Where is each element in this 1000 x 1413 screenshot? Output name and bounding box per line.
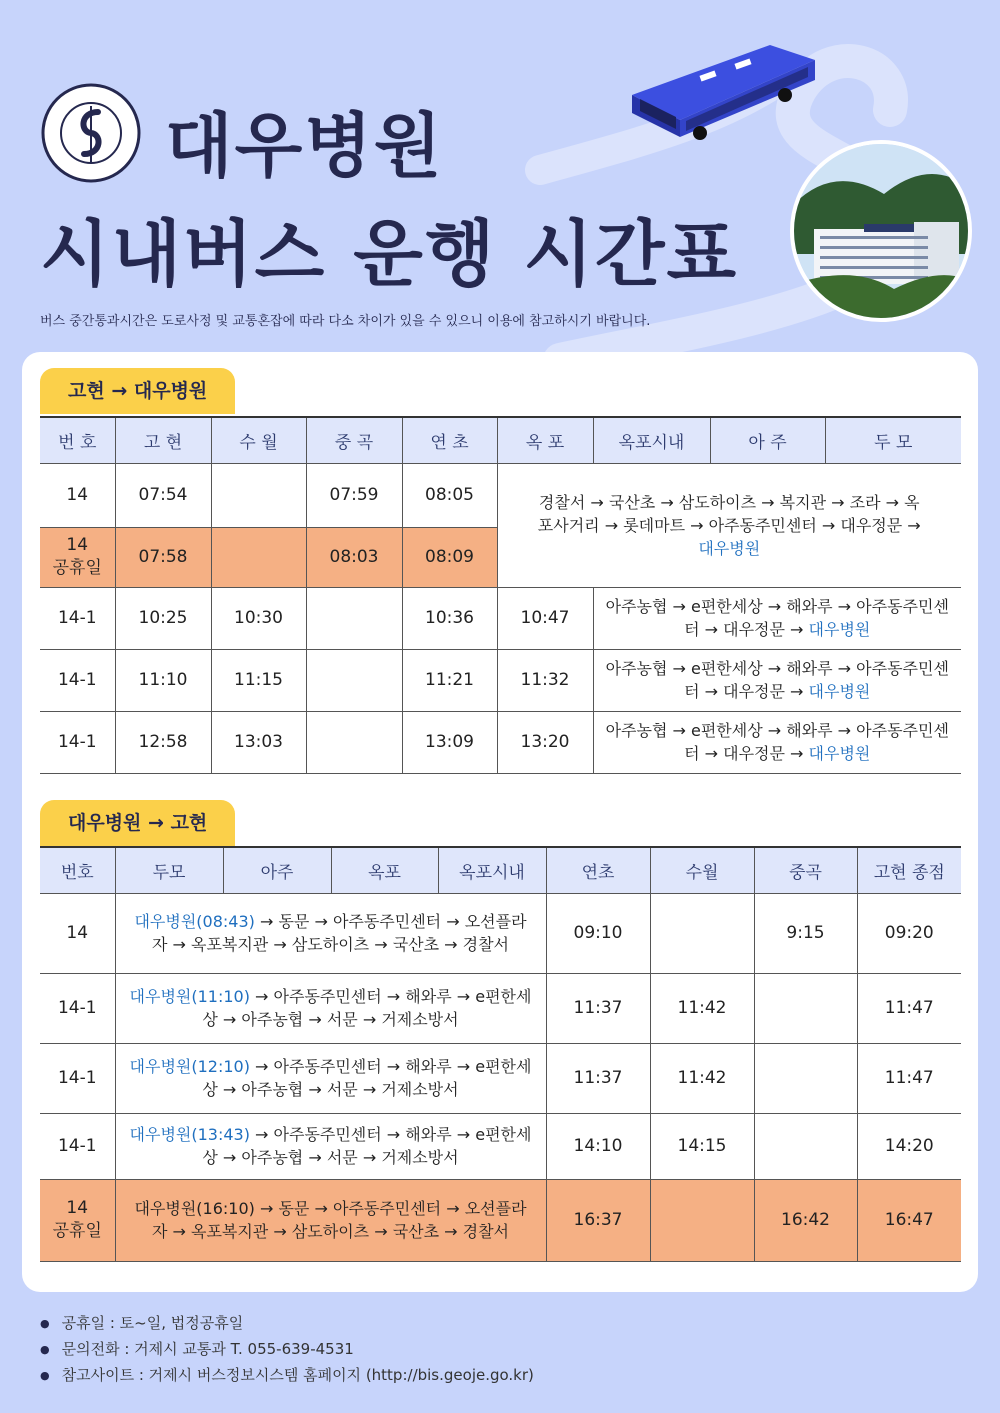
time-cell: 11:32 bbox=[497, 649, 593, 711]
time-cell bbox=[306, 587, 402, 649]
time-cell: 12:58 bbox=[115, 711, 211, 773]
route-number: 14-1 bbox=[40, 587, 115, 649]
time-cell bbox=[754, 973, 857, 1043]
route-start: 대우병원(12:10) bbox=[129, 1057, 250, 1076]
time-cell: 10:36 bbox=[402, 587, 497, 649]
section-tab-to-hospital: 고현 → 대우병원 bbox=[40, 368, 235, 414]
time-cell: 07:58 bbox=[115, 527, 211, 587]
header-cell: 고현 종점 bbox=[857, 847, 961, 893]
header-cell: 아주 bbox=[223, 847, 331, 893]
header-cell: 두모 bbox=[115, 847, 223, 893]
route-destination: 대우병원 bbox=[808, 682, 871, 701]
time-cell: 9:15 bbox=[754, 893, 857, 973]
route-description: 대우병원(16:10) → 동문 → 아주동주민센터 → 오션플라자 → 옥포복지관 → 삼도하이츠 → 국산초 → 경찰서 bbox=[115, 1179, 546, 1261]
time-cell bbox=[754, 1113, 857, 1179]
header-cell: 중곡 bbox=[754, 847, 857, 893]
time-cell bbox=[211, 527, 306, 587]
time-cell: 11:37 bbox=[546, 973, 650, 1043]
time-cell: 11:21 bbox=[402, 649, 497, 711]
time-cell: 11:37 bbox=[546, 1043, 650, 1113]
page-title-timetable: 시내버스 운행 시간표 bbox=[40, 212, 739, 296]
time-cell: 07:54 bbox=[115, 463, 211, 527]
header-cell: 아 주 bbox=[710, 417, 825, 463]
time-cell: 11:47 bbox=[857, 973, 961, 1043]
route-description bbox=[115, 1043, 546, 1113]
time-cell: 09:20 bbox=[857, 893, 961, 973]
route-description bbox=[115, 893, 546, 973]
time-cell: 11:42 bbox=[650, 1043, 754, 1113]
table-row bbox=[40, 973, 961, 1043]
route-destination: 대우병원 bbox=[808, 620, 871, 639]
route-description bbox=[115, 1113, 546, 1179]
time-cell bbox=[650, 1179, 754, 1261]
header-cell: 옥 포 bbox=[497, 417, 593, 463]
hospital-logo-icon bbox=[40, 82, 142, 184]
header-cell: 고 현 bbox=[115, 417, 211, 463]
route-description bbox=[593, 649, 961, 711]
header-cell: 옥포시내 bbox=[593, 417, 710, 463]
time-cell bbox=[650, 893, 754, 973]
header-cell: 옥포 bbox=[331, 847, 438, 893]
header-cell: 연 초 bbox=[402, 417, 497, 463]
time-cell: 09:10 bbox=[546, 893, 650, 973]
time-cell: 08:05 bbox=[402, 463, 497, 527]
route-description bbox=[497, 463, 961, 587]
header-cell: 수 월 bbox=[211, 417, 306, 463]
time-cell: 11:42 bbox=[650, 973, 754, 1043]
time-cell: 11:10 bbox=[115, 649, 211, 711]
page-title-hospital: 대우병원 bbox=[165, 105, 444, 187]
bus-icon bbox=[620, 25, 820, 145]
table-row bbox=[40, 893, 961, 973]
time-cell: 08:03 bbox=[306, 527, 402, 587]
route-text: 아주농협 → e편한세상 → 해와루 → 아주동주민센터 → 대우정문 → bbox=[605, 721, 949, 763]
route-start: 대우병원(08:43) bbox=[134, 912, 255, 931]
route-text: → 아주동주민센터 → 해와루 → e편한세상 → 아주농협 → 서문 → 거제소방서 bbox=[202, 1057, 532, 1099]
route-start: 대우병원(13:43) bbox=[129, 1125, 250, 1144]
footer-info-list bbox=[40, 1310, 534, 1388]
time-cell: 11:47 bbox=[857, 1043, 961, 1113]
route-number: 14 공휴일 bbox=[40, 1179, 115, 1261]
route-number: 14-1 bbox=[40, 649, 115, 711]
time-cell: 10:47 bbox=[497, 587, 593, 649]
route-start: 대우병원(11:10) bbox=[129, 987, 250, 1006]
time-cell bbox=[754, 1043, 857, 1113]
notice-text: 버스 중간통과시간은 도로사정 및 교통혼잡에 따라 다소 차이가 있을 수 있으니 이용에 참고하시기 바랍니다. bbox=[40, 314, 651, 329]
header-cell: 연초 bbox=[546, 847, 650, 893]
time-cell: 14:15 bbox=[650, 1113, 754, 1179]
time-cell bbox=[306, 649, 402, 711]
route-text: → 아주동주민센터 → 해와루 → e편한세상 → 아주농협 → 서문 → 거제소방서 bbox=[202, 987, 532, 1029]
time-cell: 10:30 bbox=[211, 587, 306, 649]
header-cell: 중 곡 bbox=[306, 417, 402, 463]
table-row bbox=[40, 463, 961, 527]
route-destination: 대우병원 bbox=[808, 744, 871, 763]
time-cell: 16:47 bbox=[857, 1179, 961, 1261]
table-to-hospital bbox=[40, 416, 961, 774]
route-text: 경찰서 → 국산초 → 삼도하이츠 → 복지관 → 조라 → 옥포사거리 → 롯데마트 → 아주동주민센터 → 대우정문 → bbox=[537, 492, 921, 535]
time-cell: 13:03 bbox=[211, 711, 306, 773]
header-cell: 번호 bbox=[40, 847, 115, 893]
header-cell: 두 모 bbox=[825, 417, 961, 463]
route-description bbox=[593, 587, 961, 649]
route-number: 14 bbox=[40, 463, 115, 527]
route-text: 아주농협 → e편한세상 → 해와루 → 아주동주민센터 → 대우정문 → bbox=[605, 659, 949, 701]
header-cell: 번 호 bbox=[40, 417, 115, 463]
time-cell: 13:20 bbox=[497, 711, 593, 773]
route-text: 아주농협 → e편한세상 → 해와루 → 아주동주민센터 → 대우정문 → bbox=[605, 597, 949, 639]
hospital-photo bbox=[790, 140, 972, 322]
time-cell: 10:25 bbox=[115, 587, 211, 649]
route-number: 14-1 bbox=[40, 1043, 115, 1113]
info-phone: ● 문의전화 : 거제시 교통과 T. 055-639-4531 bbox=[40, 1336, 534, 1362]
route-description bbox=[593, 711, 961, 773]
table-to-gohyeon bbox=[40, 846, 961, 1262]
time-cell bbox=[211, 463, 306, 527]
route-text: → 아주동주민센터 → 해와루 → e편한세상 → 아주농협 → 서문 → 거제소방서 bbox=[202, 1125, 532, 1167]
table-row bbox=[40, 711, 961, 773]
table-row bbox=[40, 649, 961, 711]
route-number: 14-1 bbox=[40, 973, 115, 1043]
table-row bbox=[40, 1113, 961, 1179]
time-cell: 14:10 bbox=[546, 1113, 650, 1179]
route-text: → 동문 → 아주동주민센터 → 오션플라자 → 옥포복지관 → 삼도하이츠 → 국산초 → 경찰서 bbox=[151, 912, 527, 954]
info-website: ● 참고사이트 : 거제시 버스정보시스템 홈페이지 (http://bis.geoje.go.kr) bbox=[40, 1362, 534, 1388]
hospital-building-icon bbox=[794, 144, 972, 322]
header-cell: 옥포시내 bbox=[438, 847, 546, 893]
route-number: 14 공휴일 bbox=[40, 527, 115, 587]
time-cell: 07:59 bbox=[306, 463, 402, 527]
table-row bbox=[40, 587, 961, 649]
info-holiday: ● 공휴일 : 토~일, 법정공휴일 bbox=[40, 1310, 534, 1336]
time-cell: 16:42 bbox=[754, 1179, 857, 1261]
table-row bbox=[40, 1043, 961, 1113]
time-cell: 08:09 bbox=[402, 527, 497, 587]
route-destination: 대우병원 bbox=[698, 538, 761, 558]
header-cell: 수월 bbox=[650, 847, 754, 893]
time-cell: 14:20 bbox=[857, 1113, 961, 1179]
section-tab-to-gohyeon: 대우병원 → 고현 bbox=[40, 800, 235, 846]
table-row-holiday bbox=[40, 1179, 961, 1261]
route-number: 14-1 bbox=[40, 711, 115, 773]
route-number: 14-1 bbox=[40, 1113, 115, 1179]
time-cell: 16:37 bbox=[546, 1179, 650, 1261]
time-cell bbox=[306, 711, 402, 773]
route-number: 14 bbox=[40, 893, 115, 973]
time-cell: 11:15 bbox=[211, 649, 306, 711]
time-cell: 13:09 bbox=[402, 711, 497, 773]
route-description bbox=[115, 973, 546, 1043]
